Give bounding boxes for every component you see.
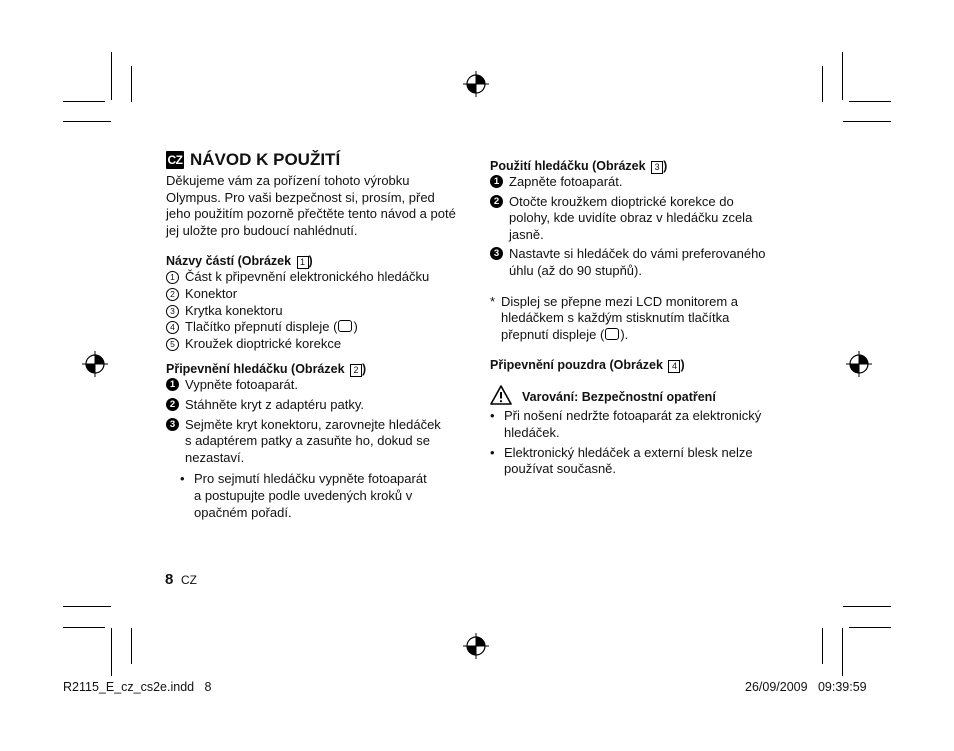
case-heading: Připevnění pouzdra (Obrázek 4 ) [490, 358, 685, 373]
crop-mark [63, 101, 105, 102]
number-circle-icon: 3 [166, 305, 179, 318]
list-item: 1 Část k připevnění elektronického hledáčku [166, 269, 466, 286]
crop-mark [843, 121, 891, 122]
number-circle-icon: 2 [166, 288, 179, 301]
registration-mark-icon [463, 71, 489, 97]
figure-number: 2 [350, 364, 362, 377]
figure-number: 4 [668, 360, 680, 373]
crop-mark [849, 627, 891, 628]
warning-icon [490, 385, 512, 405]
number-circle-icon: 5 [166, 338, 179, 351]
step-number-icon: 1 [166, 378, 179, 391]
language-badge: CZ [167, 153, 183, 167]
step-number-icon: 1 [490, 175, 503, 188]
list-item: 3 Krytka konektoru [166, 303, 466, 320]
warning-heading: Varování: Bezpečnostní opatření [490, 385, 795, 405]
step-item: 3 Sejměte kryt konektoru, zarovnejte hledáček s adaptérem patky a zasuňte ho, dokud se nezastaví. [166, 417, 466, 467]
crop-mark [822, 628, 823, 664]
crop-mark [849, 101, 891, 102]
right-column [490, 158, 795, 478]
crop-mark [822, 66, 823, 102]
step-item: 3 Nastavte si hledáček do vámi preferovaného úhlu (až do 90 stupňů). [490, 246, 795, 279]
step-number-icon: 2 [490, 195, 503, 208]
bullet-item: • Při nošení nedržte fotoaparát za elektronický hledáček. [490, 408, 762, 440]
crop-mark [63, 627, 105, 628]
bullet-item: • Elektronický hledáček a externí blesk nelze používat současně. [490, 444, 753, 477]
bullet-item: • Pro sejmutí hledáčku vypněte fotoaparát a postupujte podle uvedených kroků v opačném pořadí. [180, 471, 427, 520]
parts-heading: Názvy částí (Obrázek 1 ) [166, 254, 313, 269]
display-switch-icon [338, 320, 352, 332]
step-item: 1 Vypněte fotoaparát. [166, 377, 466, 394]
step-number-icon: 3 [490, 247, 503, 260]
number-circle-icon: 4 [166, 321, 179, 334]
crop-mark [111, 52, 112, 100]
display-switch-icon [605, 328, 619, 340]
crop-mark [63, 121, 111, 122]
crop-mark [842, 628, 843, 676]
left-column [166, 173, 466, 521]
step-number-icon: 2 [166, 398, 179, 411]
number-circle-icon: 1 [166, 271, 179, 284]
step-item: 2 Stáhněte kryt z adaptéru patky. [166, 397, 466, 414]
list-item: 2 Konektor [166, 286, 466, 303]
attach-heading: Připevnění hledáčku (Obrázek 2 ) [166, 362, 367, 377]
registration-mark-icon [463, 633, 489, 659]
title-text: NÁVOD K POUŽITÍ [190, 150, 341, 169]
list-item: 4 Tlačítko přepnutí displeje ( ) [166, 319, 466, 336]
crop-mark [63, 606, 111, 607]
page-number: 8 CZ [165, 571, 197, 588]
crop-mark [131, 66, 132, 102]
figure-number: 3 [651, 161, 663, 174]
crop-mark [843, 606, 891, 607]
crop-mark [131, 628, 132, 664]
note-item: * Displej se přepne mezi LCD monitorem a hledáčkem s každým stisknutím tlačítka přepnutí displeje ( ). [490, 293, 738, 342]
crop-mark [842, 52, 843, 100]
page-title [166, 150, 340, 170]
use-heading: Použití hledáčku (Obrázek 3 ) [490, 159, 668, 173]
step-number-icon: 3 [166, 418, 179, 431]
step-item: 2 Otočte kroužkem dioptrické korekce do polohy, kde uvidíte obraz v hledáčku zcela jasně. [490, 194, 795, 244]
crop-mark [111, 628, 112, 676]
step-item: 1 Zapněte fotoaparát. [490, 174, 795, 191]
registration-mark-icon [82, 351, 108, 377]
list-item: 5 Kroužek dioptrické korekce [166, 336, 466, 353]
date-slug: 26/09/2009 09:39:59 [745, 680, 867, 694]
file-slug: R2115_E_cz_cs2e.indd 8 [63, 680, 212, 694]
intro-paragraph: Děkujeme vám za pořízení tohoto výrobku Olympus. Pro vaši bezpečnost si, prosím, před jeho použitím pozorně přečtěte tento návod a poté jej uložte pro budoucí nahlédnutí. [166, 173, 456, 238]
registration-mark-icon [846, 351, 872, 377]
figure-number: 1 [297, 256, 309, 269]
